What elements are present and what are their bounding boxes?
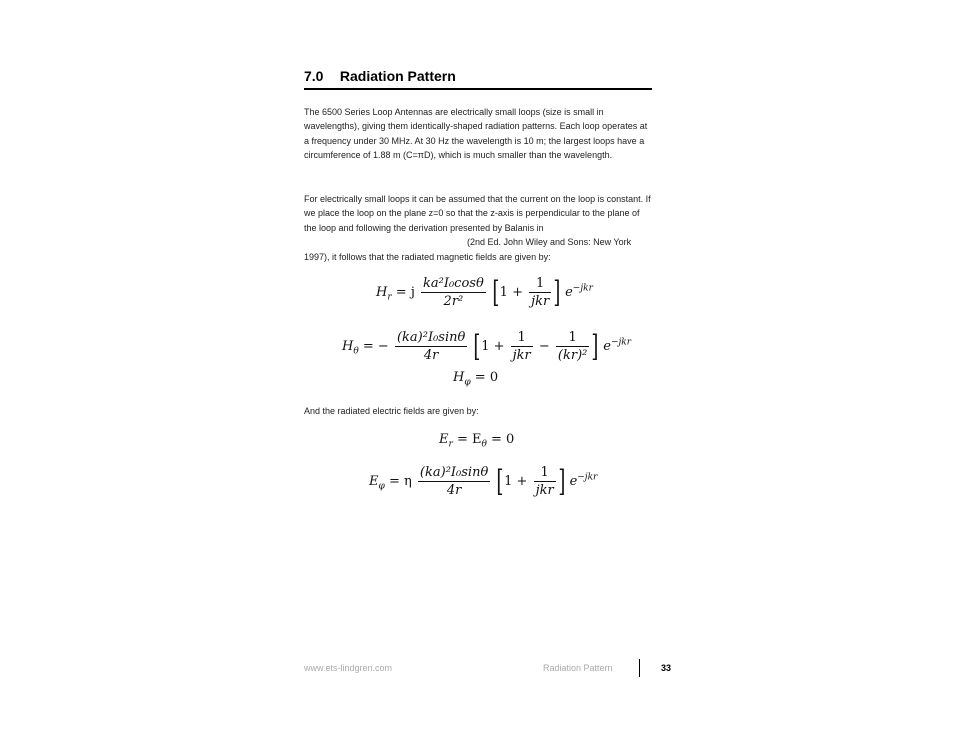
footer-section-name: Radiation Pattern xyxy=(543,663,613,673)
paragraph-derivation-a: For electrically small loops it can be assumed that the current on the loop is constant. If we place the loop on the plane z=0 so that the z-axis is perpendicular to the plane of the loop and following the derivation presented by Balanis in xyxy=(304,194,651,233)
equation-e-r-theta: $E_r = E_\theta = 0$ xyxy=(439,432,515,450)
equation-h-theta: $H_\theta$ = − $\frac{\text{(ka)²I₀sinθ}}{4r}$ [1 + $\frac{1}{\text{jkr}}$ − $\frac{1}{\text{(kr)²}}$ ] $e^{-jkr}$ xyxy=(342,328,632,364)
page-number: 33 xyxy=(661,663,672,673)
fraction: $\frac{\text{(ka)²I₀sinθ}}{4r}$ xyxy=(396,330,466,363)
bracket-close: ] xyxy=(591,328,599,364)
section-number: 7.0 xyxy=(304,68,324,84)
bracket-open: [ xyxy=(496,463,504,499)
section-title: Radiation Pattern xyxy=(339,68,456,84)
fraction: $\frac{1}{\text{jkr}}$ xyxy=(535,465,554,498)
fraction: $\frac{\text{ka²I₀cosθ}}{\text{2r²}}$ xyxy=(423,276,484,309)
fraction: $\frac{\text{(ka)²I₀sinθ}}{4r}$ xyxy=(419,465,489,498)
fraction: $\frac{1}{\text{jkr}}$ xyxy=(531,276,550,309)
paragraph-derivation-b: (2nd Ed. John Wiley and Sons: New York xyxy=(467,237,632,248)
fraction: $\frac{1}{\text{(kr)²}}$ xyxy=(557,330,588,363)
equation-h-r: $H_r = j$ $\frac{\text{ka²I₀cosθ}}{\text{2r²}}$ [1 + $\frac{1}{\text{jkr}}$ ] $e^{-jkr}$ xyxy=(376,274,593,310)
bracket-open: [ xyxy=(492,274,500,310)
equation-h-phi: $H_\varphi = 0$ xyxy=(453,370,499,388)
bracket-close: ] xyxy=(558,463,566,499)
paragraph-derivation xyxy=(304,192,654,264)
fraction: $\frac{1}{\text{jkr}}$ xyxy=(512,330,531,363)
section-heading xyxy=(304,68,652,90)
equation-e-phi: $E_\varphi = \eta$ $\frac{\text{(ka)²I₀sinθ}}{4r}$ [1 + $\frac{1}{\text{jkr}}$ ] $e^{-jkr}$ xyxy=(369,463,598,499)
paragraph-intro: The 6500 Series Loop Antennas are electrically small loops (size is small in wavelengths), giving them identically-shaped radiation patterns. Each loop operates at a frequency under 30 MHz. At 30 Hz the wavelength is 10 m; the largest loops have a circumference of 1.88 m (C=πD), which is much smaller than the wavelength. xyxy=(304,107,648,161)
paragraph-electric: And the radiated electric fields are given by: xyxy=(304,406,479,416)
bracket-close: ] xyxy=(553,274,561,310)
bracket-open: [ xyxy=(473,328,481,364)
paragraph-derivation-c: 1997), it follows that the radiated magnetic fields are given by: xyxy=(304,251,551,262)
footer-divider xyxy=(639,659,640,677)
footer-url[interactable]: www.ets-lindgren.com xyxy=(304,663,393,673)
